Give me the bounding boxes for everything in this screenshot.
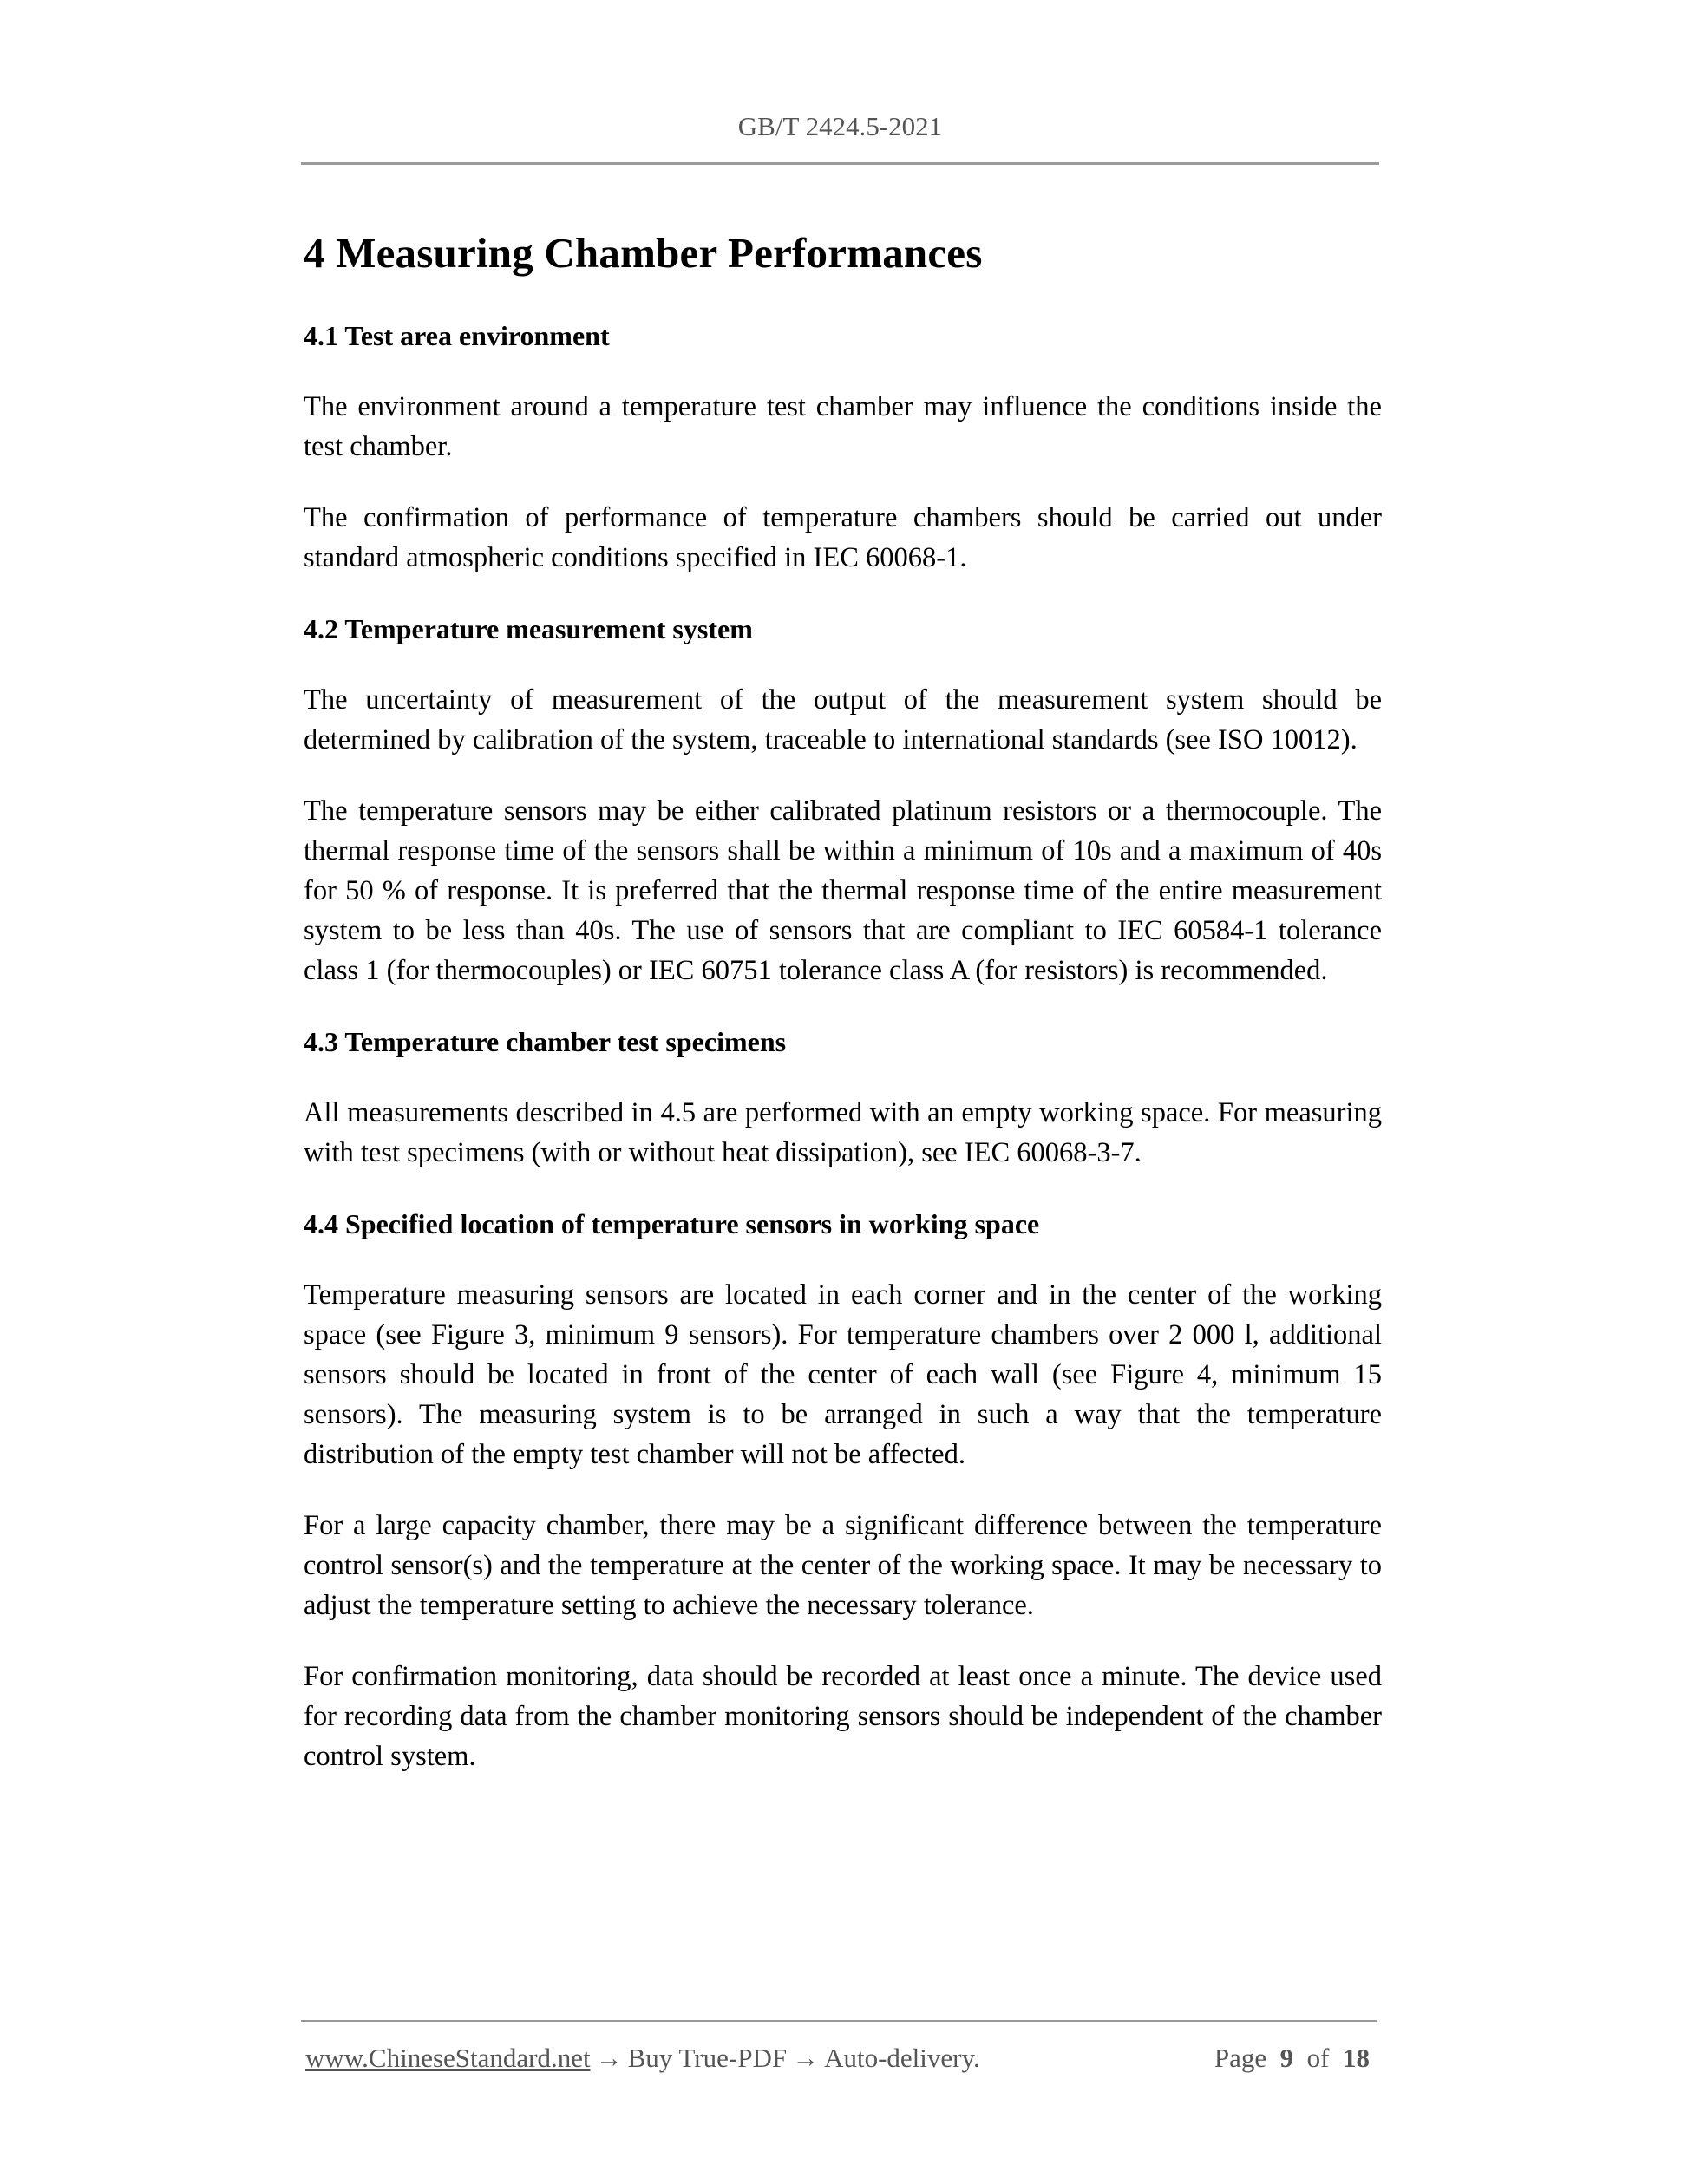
section-heading-4-1: 4.1 Test area environment: [304, 320, 610, 351]
paragraph: The uncertainty of measurement of the output of the measurement system should be determined by calibration of the system, traceable to international standards (see ISO 10012).: [304, 684, 1382, 755]
paragraph: The environment around a temperature test chamber may influence the conditions inside the test chamber.: [304, 391, 1382, 462]
section-heading-4-2: 4.2 Temperature measurement system: [304, 613, 753, 644]
paragraph: The confirmation of performance of temperature chambers should be carried out under standard atmospheric conditions specified in IEC 60068-1.: [304, 502, 1382, 573]
arrow-right-icon: →: [792, 2043, 820, 2073]
page-footer: [301, 2020, 1377, 2083]
arrow-right-icon: →: [595, 2043, 623, 2073]
page-label: Page: [1214, 2043, 1267, 2073]
footer-step-buy: Buy True-PDF: [627, 2043, 788, 2073]
footer-promo: [305, 2041, 980, 2076]
page-of: of: [1306, 2043, 1330, 2073]
page-number: [1214, 2041, 1370, 2076]
paragraph: Temperature measuring sensors are located in each corner and in the center of the working space (see Figure 3, minimum 9 sensors). For temperature chambers over 2 000 l, additional sensors should be located in front of the center of each wall (see Figure 4, minimum 15 sensors). The measuring system is to be arranged in such a way that the temperature distribution of the empty test chamber will not be affected.: [304, 1279, 1382, 1470]
page-current: 9: [1279, 2043, 1294, 2073]
paragraph: The temperature sensors may be either calibrated platinum resistors or a thermocouple. The thermal response time of the sensors shall be within a minimum of 10s and a maximum of 40s for 50 % of response. It is preferred that the thermal response time of the entire measurement system to be less than 40s. The use of sensors that are compliant to IEC 60584-1 tolerance class 1 (for thermocouples) or IEC 60751 tolerance class A (for resistors) is recommended.: [304, 795, 1382, 986]
section-heading-4-3: 4.3 Temperature chamber test specimens: [304, 1026, 787, 1057]
paragraph: For a large capacity chamber, there may be a significant difference between the temperature control sensor(s) and the temperature at the center of the working space. It may be necessary to adjust the temperature setting to achieve the necessary tolerance.: [304, 1510, 1382, 1621]
chinesestandard-link[interactable]: www.ChineseStandard.net: [305, 2043, 591, 2073]
document-code: GB/T 2424.5-2021: [737, 111, 943, 141]
page-total: 18: [1343, 2043, 1370, 2073]
footer-step-delivery: Auto-delivery.: [824, 2043, 980, 2073]
page-header: [301, 0, 1379, 165]
paragraph: For confirmation monitoring, data should be recorded at least once a minute. The device used for recording data from the chamber monitoring sensors should be independent of the chamber control system.: [304, 1661, 1382, 1772]
chapter-title: 4 Measuring Chamber Performances: [304, 229, 983, 277]
section-heading-4-4: 4.4 Specified location of temperature sensors in working space: [304, 1208, 1040, 1239]
page-content: [304, 227, 1382, 1776]
paragraph: All measurements described in 4.5 are performed with an empty working space. For measuring with test specimens (with or without heat dissipation), see IEC 60068-3-7.: [304, 1097, 1382, 1168]
